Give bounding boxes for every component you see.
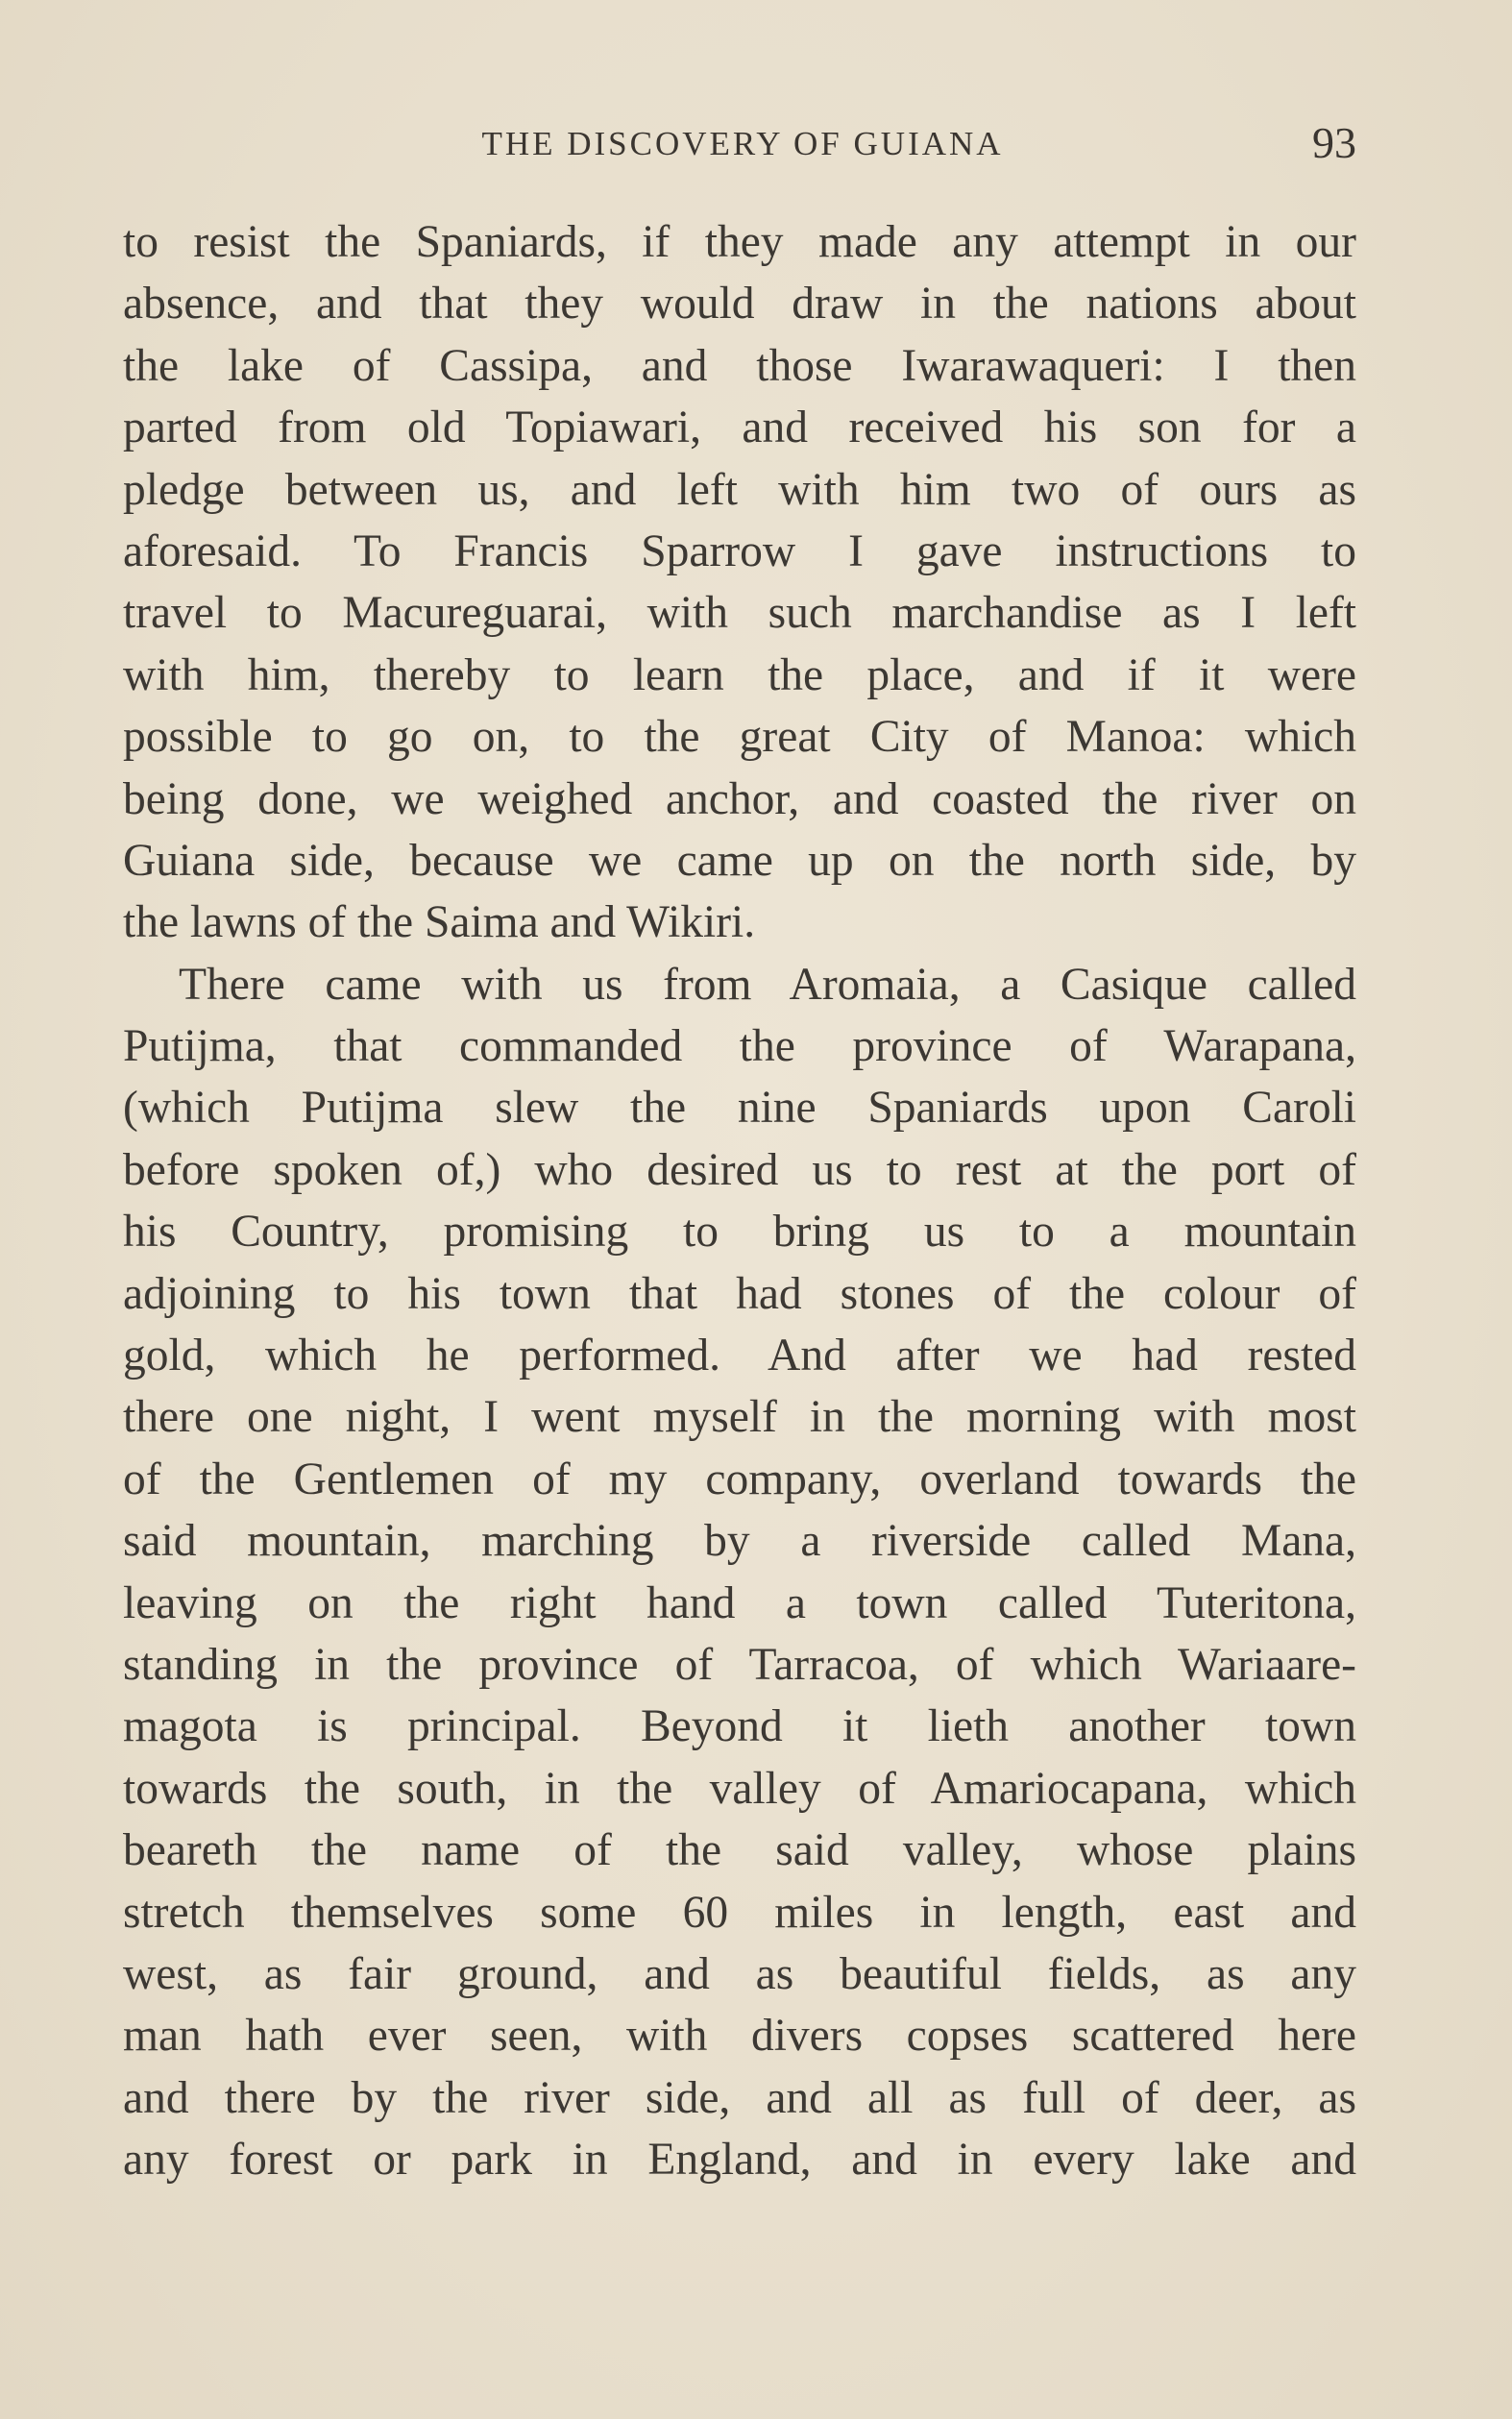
page-header (123, 117, 1362, 175)
text-line: Putijma, that commanded the province of Warapana, (123, 1021, 1356, 1072)
text-line: there one night, I went myself in the morning with most (123, 1392, 1356, 1443)
text-line: beareth the name of the said valley, whose plains (123, 1825, 1356, 1876)
text-line: parted from old Topiawari, and received his son for a (123, 403, 1356, 453)
text-line: said mountain, marching by a riverside called Mana, (123, 1516, 1356, 1567)
text-line: before spoken of,) who desired us to rest at the port of (123, 1144, 1356, 1195)
body-text (123, 211, 1356, 2191)
text-line: magota is principal. Beyond it lieth another town (123, 1701, 1356, 1752)
text-line: and there by the river side, and all as full of deer, as (123, 2072, 1356, 2123)
text-line: travel to Macureguarai, with such marchandise as I left (123, 588, 1356, 639)
text-line: possible to go on, to the great City of Manoa: which (123, 712, 1356, 763)
text-line: adjoining to his town that had stones of the colour of (123, 1268, 1356, 1319)
text-line: any forest or park in England, and in every lake and (123, 2135, 1356, 2186)
text-line: towards the south, in the valley of Amariocapana, which (123, 1763, 1356, 1814)
running-title: THE DISCOVERY OF GUIANA (481, 125, 1004, 162)
text-line: (which Putijma slew the nine Spaniards upon Caroli (123, 1083, 1356, 1134)
text-line: Guiana side, because we came up on the north side, by (123, 835, 1356, 886)
text-line: of the Gentlemen of my company, overland towards the (123, 1454, 1356, 1504)
text-line: the lake of Cassipa, and those Iwarawaqueri: I then (123, 340, 1356, 391)
text-line: There came with us from Aromaia, a Casique called (179, 959, 1356, 1010)
text-line: west, as fair ground, and as beautiful fields, as any (123, 1948, 1356, 1999)
text-line: standing in the province of Tarracoa, of which Wariaare- (123, 1639, 1356, 1690)
paragraph-1 (123, 211, 1356, 954)
text-line: man hath ever seen, with divers copses scattered here (123, 2011, 1356, 2062)
text-line: leaving on the right hand a town called Tuteritona, (123, 1577, 1356, 1628)
page-number: 93 (1312, 118, 1356, 167)
text-line: stretch themselves some 60 miles in length, east and (123, 1887, 1356, 1938)
text-line: aforesaid. To Francis Sparrow I gave instructions to (123, 525, 1356, 576)
text-line: pledge between us, and left with him two of ours as (123, 464, 1356, 515)
text-line: being done, we weighed anchor, and coasted the river on (123, 773, 1356, 824)
text-line: to resist the Spaniards, if they made any attempt in our (123, 217, 1356, 267)
paragraph-2 (123, 954, 1356, 2191)
text-line: the lawns of the Saima and Wikiri. (123, 897, 756, 948)
text-line: with him, thereby to learn the place, and if it were (123, 649, 1356, 700)
text-line: absence, and that they would draw in the nations about (123, 279, 1356, 330)
text-line: his Country, promising to bring us to a mountain (123, 1207, 1356, 1258)
text-line: gold, which he performed. And after we had rested (123, 1331, 1356, 1381)
